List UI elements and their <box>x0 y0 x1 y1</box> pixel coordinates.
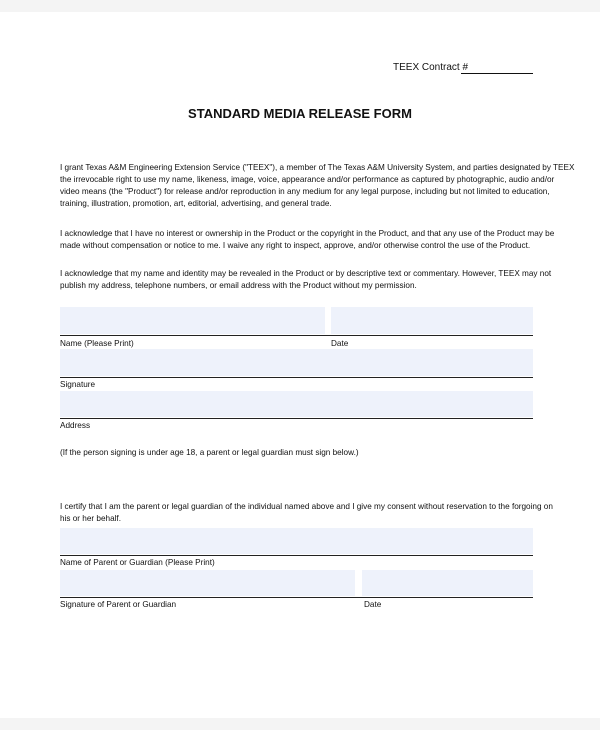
page-bottom-margin <box>0 718 600 730</box>
grant-line: the irrevocable right to use my name, likeness, image, voice, appearance and/or performance as captured by photographic, audio and/or <box>60 175 555 184</box>
guardian-line: I certify that I am the parent or legal guardian of the individual named above and I give my consent without reservation to the forgoing on <box>60 502 553 511</box>
signature-line <box>60 377 533 378</box>
minor-note: (If the person signing is under age 18, a parent or legal guardian must sign below.) <box>60 448 359 457</box>
name-date-line <box>60 335 533 336</box>
address-line <box>60 418 533 419</box>
guardian-date-input[interactable] <box>362 570 533 596</box>
guardian-line: his or her behalf. <box>60 514 121 523</box>
identity-line: I acknowledge that my name and identity may be revealed in the Product or by descriptive text or commentary. However, TEEX may not <box>60 269 552 278</box>
signature-label: Signature <box>60 380 96 389</box>
name-input[interactable] <box>60 307 325 334</box>
name-label: Name (Please Print) <box>60 339 134 348</box>
contract-number-field[interactable] <box>461 73 533 74</box>
signature-input[interactable] <box>60 349 533 376</box>
grant-line: training, illustration, promotion, art, editorial, advertising, and general trade. <box>60 199 332 208</box>
ownership-line: made without compensation or notice to me. I waive any right to inspect, approve, and/or otherwise control the use of the Product. <box>60 241 531 250</box>
guardian-paragraph <box>60 501 553 525</box>
address-input[interactable] <box>60 391 533 417</box>
guardian-name-line <box>60 555 533 556</box>
date-label: Date <box>331 339 349 348</box>
identity-paragraph <box>60 268 552 292</box>
guardian-name-input[interactable] <box>60 528 533 554</box>
guardian-signature-input[interactable] <box>60 570 355 596</box>
ownership-paragraph <box>60 228 555 252</box>
grant-line: video means (the "Product") for release and/or reproduction in any medium for any legal purpose, including but not limited to education, <box>60 187 550 196</box>
address-label: Address <box>60 421 91 430</box>
ownership-line: I acknowledge that I have no interest or ownership in the Product or the copyright in the Product, and that any use of the Product may be <box>60 229 555 238</box>
date-input[interactable] <box>331 307 533 334</box>
guardian-signature-date-line <box>60 597 533 598</box>
guardian-name-label: Name of Parent or Guardian (Please Print) <box>60 558 215 567</box>
contract-number-label: TEEX Contract # <box>393 62 469 73</box>
page-top-margin <box>0 0 600 12</box>
guardian-date-label: Date <box>364 600 382 609</box>
guardian-signature-label: Signature of Parent or Guardian <box>60 600 177 609</box>
grant-paragraph <box>60 162 575 210</box>
grant-line: I grant Texas A&M Engineering Extension Service ("TEEX"), a member of The Texas A&M University System, and parties designated by TEEX <box>60 163 575 172</box>
page-title: STANDARD MEDIA RELEASE FORM <box>188 106 412 121</box>
identity-line: publish my address, telephone numbers, or email address with the Product without my permission. <box>60 281 417 290</box>
